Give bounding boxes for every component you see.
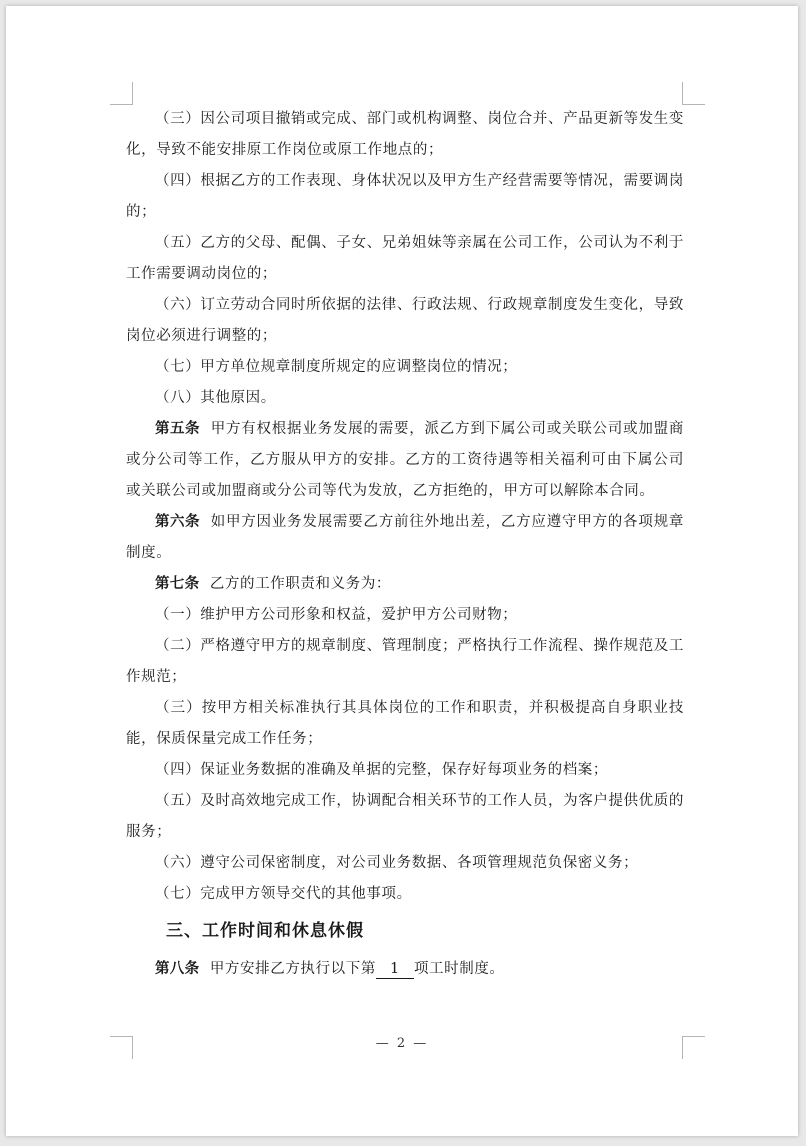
article-5 (126, 414, 684, 507)
crop-mark-top-left (110, 82, 133, 105)
clause-7: （七）甲方单位规章制度所规定的应调整岗位的情况； (155, 359, 518, 375)
duty-6: （六）遵守公司保密制度，对公司业务数据、各项管理规范负保密义务； (155, 855, 639, 871)
article-7-label: 第七条 (155, 576, 200, 592)
article-8 (126, 954, 684, 985)
duty-5: （五）及时高效地完成工作，协调配合相关环节的工作人员，为客户提供优质的服务； (126, 793, 684, 840)
clause-3: （三）因公司项目撤销或完成、部门或机构调整、岗位合并、产品更新等发生变化，导致不能安排原工作岗位或原工作地点的； (126, 111, 684, 158)
duty-3: （三）按甲方相关标准执行其具体岗位的工作和职责，并积极提高自身职业技能，保质保量完成工作任务； (126, 700, 684, 747)
article-6-text: 如甲方因业务发展需要乙方前往外地出差，乙方应遵守甲方的各项规章制度。 (126, 514, 684, 561)
duty-2: （二）严格遵守甲方的规章制度、管理制度；严格执行工作流程、操作规范及工作规范； (126, 638, 684, 685)
article-8-text-before: 甲方安排乙方执行以下第 (209, 961, 376, 977)
article-6 (126, 507, 684, 569)
section-heading: 三、工作时间和休息休假 (166, 921, 364, 941)
article-5-text: 甲方有权根据业务发展的需要，派乙方到下属公司或关联公司或加盟商或分公司等工作，乙方服从甲方的安排。乙方的工资待遇等相关福利可由下属公司或关联公司或加盟商或分公司等代为发放，乙方拒绝的，甲方可以解除本合同。 (126, 421, 684, 499)
duty-1: （一）维护甲方公司形象和权益，爱护甲方公司财物； (155, 607, 518, 623)
page-body (126, 104, 684, 985)
article-8-label: 第八条 (155, 961, 200, 977)
clause-8: （八）其他原因。 (155, 390, 276, 406)
clause-4: （四）根据乙方的工作表现、身体状况以及甲方生产经营需要等情况，需要调岗的； (126, 173, 684, 220)
work-hours-blank-field: 1 (376, 960, 414, 979)
article-5-label: 第五条 (155, 421, 200, 437)
document-page (6, 6, 798, 1136)
article-7 (126, 569, 684, 600)
page-number: — 2 — (375, 1036, 429, 1051)
clause-6: （六）订立劳动合同时所依据的法律、行政法规、行政规章制度发生变化，导致岗位必须进行调整的； (126, 297, 684, 344)
crop-mark-top-right (682, 82, 705, 105)
clause-5: （五）乙方的父母、配偶、子女、兄弟姐妹等亲属在公司工作，公司认为不利于工作需要调动岗位的； (126, 235, 684, 282)
article-8-text-after: 项工时制度。 (413, 961, 505, 977)
duty-7: （七）完成甲方领导交代的其他事项。 (155, 886, 412, 902)
article-6-label: 第六条 (155, 514, 200, 530)
article-7-text: 乙方的工作职责和义务为： (209, 576, 392, 592)
duty-4: （四）保证业务数据的准确及单据的完整，保存好每项业务的档案； (155, 762, 608, 778)
